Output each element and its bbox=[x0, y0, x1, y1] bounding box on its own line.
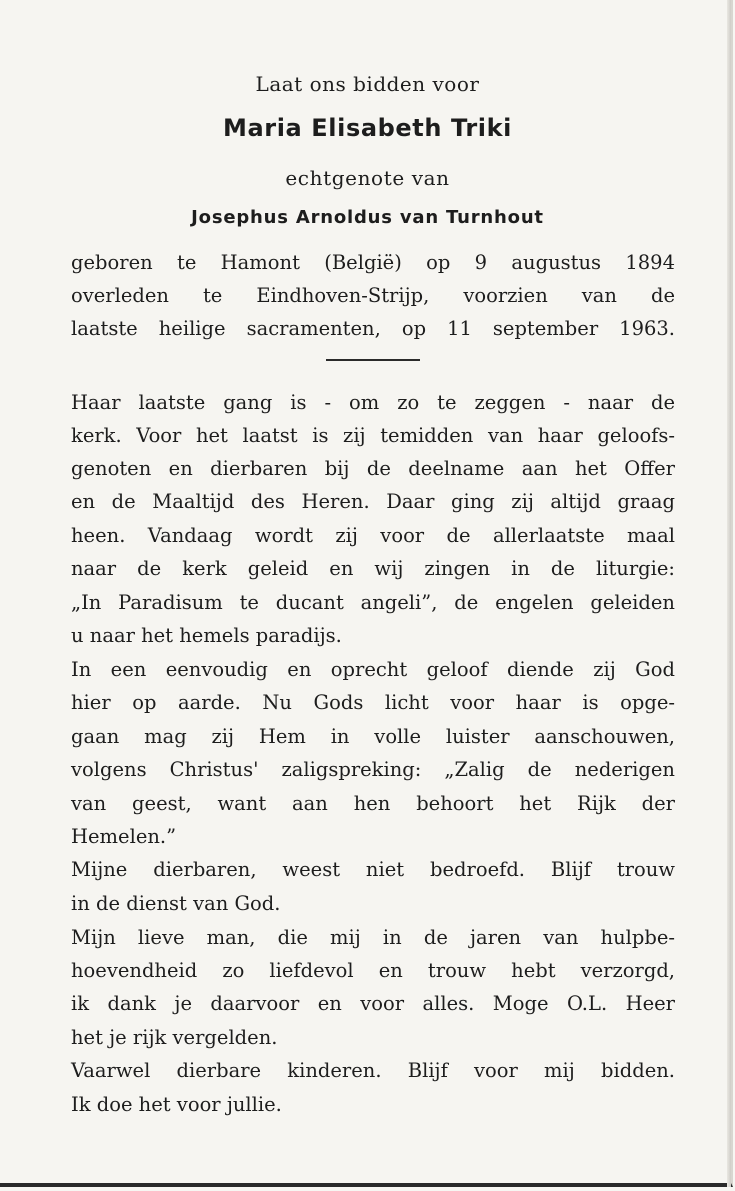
body-line: Mijne dierbaren, weest niet bedroefd. Blijf trouw bbox=[71, 858, 675, 881]
body-line: ik dank je daarvoor en voor alles. Moge O.L. Heer bbox=[71, 992, 675, 1015]
body-line: en de Maaltijd des Heren. Daar ging zij altijd graag bbox=[71, 490, 675, 513]
body-line: Haar laatste gang is - om zo te zeggen - naar de bbox=[71, 391, 675, 414]
body-line: genoten en dierbaren bij de deelname aan het Offer bbox=[71, 457, 675, 480]
divider-rule bbox=[326, 359, 420, 361]
spouse-relation: echtgenote van bbox=[285, 166, 450, 190]
body-line: Hemelen.” bbox=[71, 825, 177, 848]
body-line: gaan mag zij Hem in volle luister aanschouwen, bbox=[71, 725, 675, 748]
biography-line: geboren te Hamont (België) op 9 augustus 1894 bbox=[71, 251, 675, 274]
deceased-name: Maria Elisabeth Triki bbox=[223, 114, 512, 142]
spouse-name: Josephus Arnoldus van Turnhout bbox=[191, 207, 544, 228]
body-line: hier op aarde. Nu Gods licht voor haar is opge- bbox=[71, 691, 675, 714]
body-line: „In Paradisum te ducant angeli”, de engelen geleiden bbox=[71, 591, 675, 614]
body-line: van geest, want aan hen behoort het Rijk der bbox=[71, 792, 675, 815]
body-line: hoevendheid zo liefdevol en trouw hebt verzorgd, bbox=[71, 959, 675, 982]
body-line: heen. Vandaag wordt zij voor de allerlaatste maal bbox=[71, 524, 675, 547]
body-line: het je rijk vergelden. bbox=[71, 1026, 278, 1049]
body-line: in de dienst van God. bbox=[71, 892, 281, 915]
body-line: Mijn lieve man, die mij in de jaren van hulpbe- bbox=[71, 926, 675, 949]
body-line: volgens Christus' zaligspreking: „Zalig de nederigen bbox=[71, 758, 675, 781]
body-line: kerk. Voor het laatst is zij temidden van haar geloofs- bbox=[71, 424, 675, 447]
prayer-intro: Laat ons bidden voor bbox=[255, 72, 480, 96]
biography-line: laatste heilige sacramenten, op 11 september 1963. bbox=[71, 317, 675, 340]
body-line: In een eenvoudig en oprecht geloof diende zij God bbox=[71, 658, 675, 681]
body-line: naar de kerk geleid en wij zingen in de liturgie: bbox=[71, 557, 675, 580]
body-line: u naar het hemels paradijs. bbox=[71, 624, 342, 647]
body-line: Ik doe het voor jullie. bbox=[71, 1093, 282, 1116]
biography-line: overleden te Eindhoven-Strijp, voorzien van de bbox=[71, 284, 675, 307]
body-line: Vaarwel dierbare kinderen. Blijf voor mij bidden. bbox=[71, 1059, 675, 1082]
